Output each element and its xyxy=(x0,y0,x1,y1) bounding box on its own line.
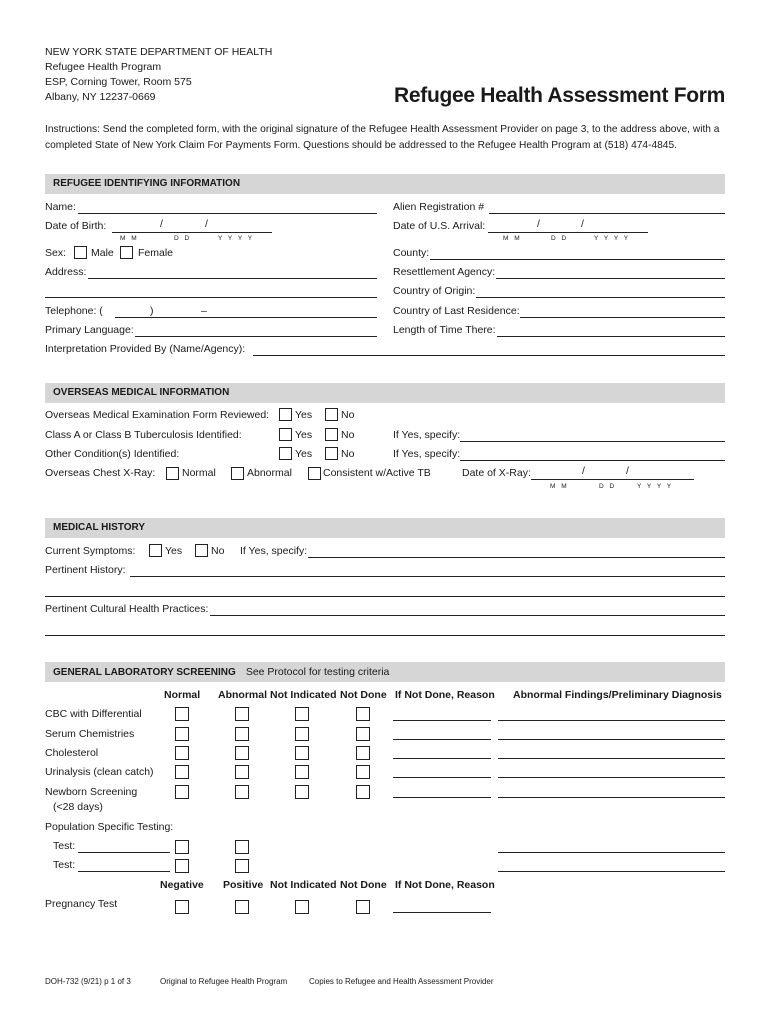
cholesterol-findings-field[interactable] xyxy=(498,758,725,759)
cholesterol-not-indicated-checkbox[interactable] xyxy=(295,746,309,760)
interpretation-field[interactable] xyxy=(253,355,725,356)
no-label: No xyxy=(211,545,225,557)
urinalysis-label: Urinalysis (clean catch) xyxy=(45,766,154,778)
section-bar-history xyxy=(45,518,725,538)
cholesterol-label: Cholesterol xyxy=(45,747,99,759)
symptoms-specify-field[interactable] xyxy=(308,557,725,558)
alien-field[interactable] xyxy=(489,213,725,214)
serum-not-indicated-checkbox[interactable] xyxy=(295,727,309,741)
xray-label: Overseas Chest X-Ray: xyxy=(45,467,156,479)
date-xray-field[interactable] xyxy=(531,479,694,480)
no-label: No xyxy=(341,409,355,421)
origin-label: Country of Origin: xyxy=(393,285,476,297)
cholesterol-reason-field[interactable] xyxy=(393,758,491,759)
cholesterol-abnormal-checkbox[interactable] xyxy=(235,746,249,760)
col-positive: Positive xyxy=(223,879,264,891)
arrival-slash: / xyxy=(537,218,540,230)
tb-specify-label: If Yes, specify: xyxy=(393,429,461,441)
address-line-2: Albany, NY 12237-0669 xyxy=(45,91,156,103)
section-bar-lab xyxy=(45,662,725,682)
newborn-abnormal-checkbox[interactable] xyxy=(235,785,249,799)
footer-copies: Copies to Refugee and Health Assessment Provider xyxy=(309,977,494,986)
length-field[interactable] xyxy=(497,336,725,337)
language-field[interactable] xyxy=(135,336,377,337)
tb-label: Class A or Class B Tuberculosis Identified: xyxy=(45,429,242,441)
length-label: Length of Time There: xyxy=(393,324,496,336)
name-label: Name: xyxy=(45,201,76,213)
serum-findings-field[interactable] xyxy=(498,739,725,740)
dob-field[interactable] xyxy=(112,232,272,233)
cbc-label: CBC with Differential xyxy=(45,708,142,720)
cbc-reason-field[interactable] xyxy=(393,720,491,721)
other-label: Other Condition(s) Identified: xyxy=(45,448,180,460)
exam-no-checkbox[interactable] xyxy=(325,408,338,421)
name-field[interactable] xyxy=(78,213,377,214)
xray-normal-checkbox[interactable] xyxy=(166,467,179,480)
section-title: MEDICAL HISTORY xyxy=(53,522,146,533)
test1-findings-field[interactable] xyxy=(498,852,725,853)
pertinent-history-label: Pertinent History: xyxy=(45,564,126,576)
pregnancy-negative-checkbox[interactable] xyxy=(175,900,189,914)
newborn-normal-checkbox[interactable] xyxy=(175,785,189,799)
dob-slash: / xyxy=(205,218,208,230)
xray-slash: / xyxy=(626,465,629,477)
arrival-field[interactable] xyxy=(488,232,648,233)
agency-name: NEW YORK STATE DEPARTMENT OF HEALTH xyxy=(45,46,273,58)
test2-normal-checkbox[interactable] xyxy=(175,859,189,873)
county-label: County: xyxy=(393,247,430,259)
dd-hint: D D xyxy=(599,483,617,490)
mm-hint: M M xyxy=(120,235,139,242)
other-specify-field[interactable] xyxy=(460,460,725,461)
footer-original: Original to Refugee Health Program xyxy=(160,977,288,986)
consistent-label: Consistent w/Active TB xyxy=(323,467,431,479)
origin-field[interactable] xyxy=(476,297,725,298)
no-label: No xyxy=(341,448,355,460)
date-xray-label: Date of X-Ray: xyxy=(462,467,531,479)
arrival-slash: / xyxy=(581,218,584,230)
test2-findings-field[interactable] xyxy=(498,871,725,872)
xray-slash: / xyxy=(582,465,585,477)
newborn-label: Newborn Screening xyxy=(45,786,138,798)
county-field[interactable] xyxy=(430,259,725,260)
col-reason: If Not Done, Reason xyxy=(395,879,495,891)
test2-abnormal-checkbox[interactable] xyxy=(235,859,249,873)
yyyy-hint: Y Y Y Y xyxy=(218,235,255,242)
abnormal-label: Abnormal xyxy=(247,467,292,479)
cbc-not-indicated-checkbox[interactable] xyxy=(295,707,309,721)
col-not-done: Not Done xyxy=(340,879,387,891)
pertinent-history-field[interactable] xyxy=(130,576,725,577)
cbc-not-done-checkbox[interactable] xyxy=(356,707,370,721)
tb-yes-checkbox[interactable] xyxy=(279,428,292,441)
pregnancy-reason-field[interactable] xyxy=(393,912,491,913)
cbc-findings-field[interactable] xyxy=(498,720,725,721)
cultural-field[interactable] xyxy=(210,615,725,616)
language-label: Primary Language: xyxy=(45,324,134,336)
form-title: Refugee Health Assessment Form xyxy=(394,84,725,107)
symptoms-label: Current Symptoms: xyxy=(45,545,136,557)
address-field[interactable] xyxy=(88,278,377,279)
protocol-note: See Protocol for testing criteria xyxy=(245,666,390,678)
female-checkbox[interactable] xyxy=(120,246,133,259)
resettlement-field[interactable] xyxy=(496,278,725,279)
symptoms-yes-checkbox[interactable] xyxy=(149,544,162,557)
serum-abnormal-checkbox[interactable] xyxy=(235,727,249,741)
other-no-checkbox[interactable] xyxy=(325,447,338,460)
mm-hint: M M xyxy=(550,483,569,490)
tb-specify-field[interactable] xyxy=(460,441,725,442)
female-label: Female xyxy=(138,247,174,259)
exam-yes-checkbox[interactable] xyxy=(279,408,292,421)
resettlement-label: Resettlement Agency: xyxy=(393,266,496,278)
yes-label: Yes xyxy=(295,409,313,421)
interpretation-label: Interpretation Provided By (Name/Agency): xyxy=(45,343,246,355)
col-not-indicated: Not Indicated xyxy=(270,689,337,701)
test2-field[interactable] xyxy=(78,871,170,872)
cbc-normal-checkbox[interactable] xyxy=(175,707,189,721)
telephone-paren: ) xyxy=(150,305,154,317)
urinalysis-not-indicated-checkbox[interactable] xyxy=(295,765,309,779)
program-name: Refugee Health Program xyxy=(45,61,162,73)
serum-reason-field[interactable] xyxy=(393,739,491,740)
xray-abnormal-checkbox[interactable] xyxy=(231,467,244,480)
col-findings: Abnormal Findings/Preliminary Diagnosis xyxy=(513,689,722,701)
newborn-sub-label: (<28 days) xyxy=(53,801,103,813)
pertinent-history-field-line-2[interactable] xyxy=(45,596,725,597)
alien-label: Alien Registration # xyxy=(393,201,485,213)
col-not-done: Not Done xyxy=(340,689,387,701)
section-title-text: GENERAL LABORATORY SCREENING xyxy=(53,667,236,678)
normal-label: Normal xyxy=(182,467,216,479)
cholesterol-normal-checkbox[interactable] xyxy=(175,746,189,760)
serum-normal-checkbox[interactable] xyxy=(175,727,189,741)
test1-abnormal-checkbox[interactable] xyxy=(235,840,249,854)
pregnancy-not-done-checkbox[interactable] xyxy=(356,900,370,914)
newborn-reason-field[interactable] xyxy=(393,797,491,798)
section-title xyxy=(53,666,389,678)
col-normal: Normal xyxy=(164,689,201,701)
cbc-abnormal-checkbox[interactable] xyxy=(235,707,249,721)
sex-label: Sex: xyxy=(45,247,67,259)
yes-label: Yes xyxy=(295,448,313,460)
test2-label: Test: xyxy=(53,859,76,871)
other-specify-label: If Yes, specify: xyxy=(393,448,461,460)
col-not-indicated: Not Indicated xyxy=(270,879,337,891)
dd-hint: D D xyxy=(174,235,192,242)
urinalysis-findings-field[interactable] xyxy=(498,777,725,778)
telephone-dash: – xyxy=(201,305,207,317)
tb-no-checkbox[interactable] xyxy=(325,428,338,441)
mm-hint: M M xyxy=(503,235,522,242)
population-label: Population Specific Testing: xyxy=(45,821,174,833)
col-negative: Negative xyxy=(160,879,204,891)
urinalysis-reason-field[interactable] xyxy=(393,777,491,778)
test1-normal-checkbox[interactable] xyxy=(175,840,189,854)
last-residence-field[interactable] xyxy=(520,317,725,318)
serum-label: Serum Chemistries xyxy=(45,728,135,740)
xray-consistent-tb-checkbox[interactable] xyxy=(308,467,321,480)
test1-label: Test: xyxy=(53,840,76,852)
address-line-1: ESP, Corning Tower, Room 575 xyxy=(45,76,192,88)
symptoms-specify-label: If Yes, specify: xyxy=(240,545,308,557)
urinalysis-normal-checkbox[interactable] xyxy=(175,765,189,779)
urinalysis-abnormal-checkbox[interactable] xyxy=(235,765,249,779)
form-id: DOH-732 (9/21) p 1 of 3 xyxy=(45,977,131,986)
serum-not-done-checkbox[interactable] xyxy=(356,727,370,741)
pregnancy-positive-checkbox[interactable] xyxy=(235,900,249,914)
newborn-not-done-checkbox[interactable] xyxy=(356,785,370,799)
section-title: REFUGEE IDENTIFYING INFORMATION xyxy=(53,178,241,189)
dd-hint: D D xyxy=(551,235,569,242)
telephone-field[interactable] xyxy=(115,317,377,318)
section-bar-overseas xyxy=(45,383,725,403)
telephone-label: Telephone: ( xyxy=(45,305,103,317)
urinalysis-not-done-checkbox[interactable] xyxy=(356,765,370,779)
newborn-not-indicated-checkbox[interactable] xyxy=(295,785,309,799)
male-label: Male xyxy=(91,247,114,259)
address-field-line-2[interactable] xyxy=(45,297,377,298)
col-abnormal: Abnormal xyxy=(218,689,268,701)
dob-slash: / xyxy=(160,218,163,230)
yyyy-hint: Y Y Y Y xyxy=(637,483,674,490)
no-label: No xyxy=(341,429,355,441)
section-title: OVERSEAS MEDICAL INFORMATION xyxy=(53,387,230,398)
arrival-label: Date of U.S. Arrival: xyxy=(393,220,486,232)
last-residence-label: Country of Last Residence: xyxy=(393,305,520,317)
pregnancy-not-indicated-checkbox[interactable] xyxy=(295,900,309,914)
yes-label: Yes xyxy=(165,545,183,557)
symptoms-no-checkbox[interactable] xyxy=(195,544,208,557)
other-yes-checkbox[interactable] xyxy=(279,447,292,460)
cultural-field-line-2[interactable] xyxy=(45,635,725,636)
yyyy-hint: Y Y Y Y xyxy=(594,235,631,242)
cholesterol-not-done-checkbox[interactable] xyxy=(356,746,370,760)
test1-field[interactable] xyxy=(78,852,170,853)
exam-label: Overseas Medical Examination Form Reviewed: xyxy=(45,409,270,421)
yes-label: Yes xyxy=(295,429,313,441)
col-reason: If Not Done, Reason xyxy=(395,689,495,701)
male-checkbox[interactable] xyxy=(74,246,87,259)
newborn-findings-field[interactable] xyxy=(498,797,725,798)
dob-label: Date of Birth: xyxy=(45,220,107,232)
address-label: Address: xyxy=(45,266,87,278)
pregnancy-label: Pregnancy Test xyxy=(45,898,118,910)
cultural-label: Pertinent Cultural Health Practices: xyxy=(45,603,209,615)
section-bar-identifying xyxy=(45,174,725,194)
instructions: Instructions: Send the completed form, with the original signature of the Refugee Health Assessment Provider on page 3, to the address above, with a completed State of New York Claim For Payments Form. Questions should be addressed to the Refugee Health Program at (518) 474-4845. xyxy=(45,124,720,151)
